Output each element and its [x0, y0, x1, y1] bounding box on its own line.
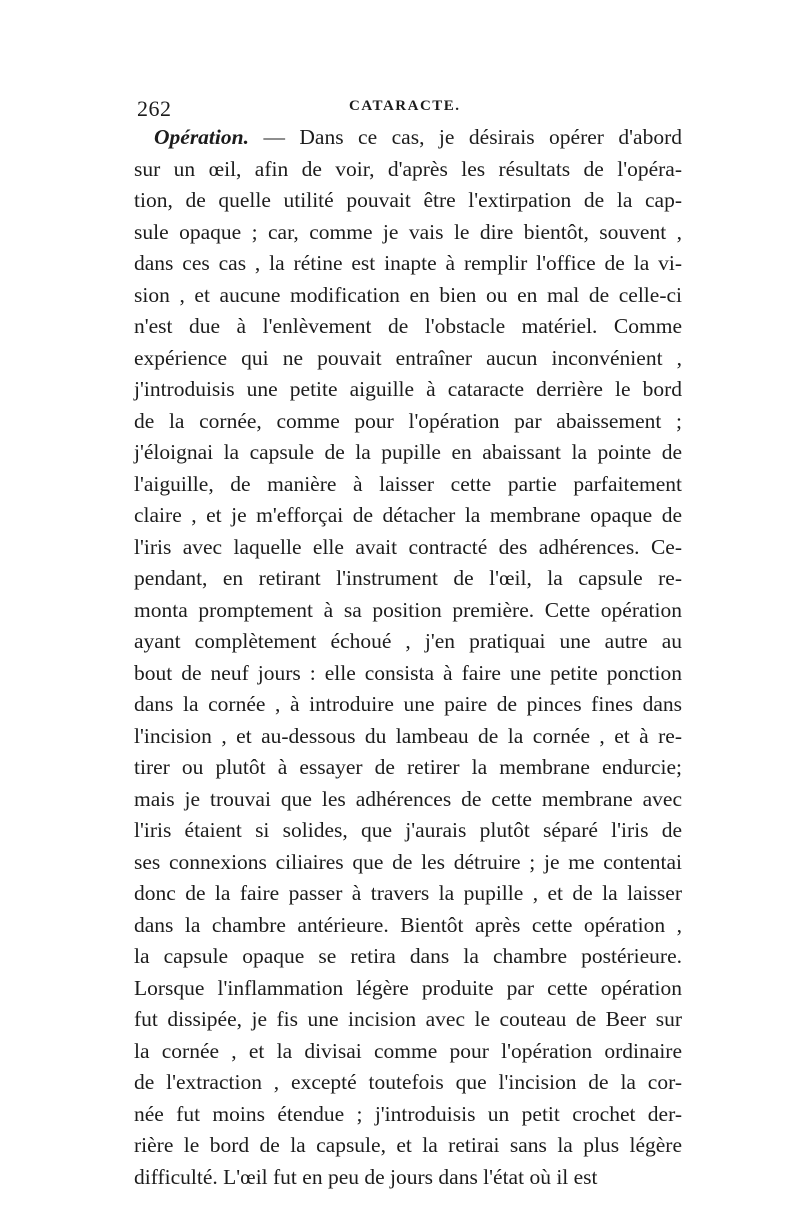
text-line: sion , et aucune modification en bien ou en mal de celle-ci: [134, 282, 682, 307]
text-line: l'iris avec laquelle elle avait contracté des adhérences. Ce-: [134, 534, 682, 559]
text-line: sule opaque ; car, comme je vais le dire bientôt, souvent ,: [134, 219, 682, 244]
text-line: Lorsque l'inflammation légère produite par cette opération: [134, 975, 682, 1000]
text-line-rest: — Dans ce cas, je désirais opérer d'abord: [263, 125, 682, 149]
text-line: j'éloignai la capsule de la pupille en abaissant la pointe de: [134, 440, 682, 464]
text-line: monta promptement à sa position première. Cette opération: [134, 597, 682, 622]
text-line: ayant complètement échoué , j'en pratiquai une autre au: [134, 629, 682, 653]
text-line: n'est due à l'enlèvement de l'obstacle matériel. Comme: [134, 314, 682, 338]
text-line: de la cornée, comme pour l'opération par abaissement ;: [134, 408, 682, 433]
text-line: l'iris étaient si solides, que j'aurais plutôt séparé l'iris de: [134, 818, 682, 842]
text-line: dans ces cas , la rétine est inapte à remplir l'office de la vi-: [134, 251, 682, 275]
text-line: pendant, en retirant l'instrument de l'œil, la capsule re-: [134, 566, 682, 590]
text-line: fut dissipée, je fis une incision avec le couteau de Beer sur: [134, 1007, 682, 1031]
text-line: [134, 122, 682, 154]
text-line: mais je trouvai que les adhérences de cette membrane avec: [134, 786, 682, 811]
text-line: j'introduisis une petite aiguille à cataracte derrière le bord: [134, 377, 682, 401]
text-line: l'incision , et au-dessous du lambeau de la cornée , et à re-: [134, 723, 682, 748]
text-line: tion, de quelle utilité pouvait être l'extirpation de la cap-: [134, 188, 682, 212]
text-line: née fut moins étendue ; j'introduisis un petit crochet der-: [134, 1101, 682, 1126]
text-line: dans la chambre antérieure. Bientôt après cette opération ,: [134, 912, 682, 937]
text-line: rière le bord de la capsule, et la retirai sans la plus légère: [134, 1133, 682, 1157]
text-line: ses connexions ciliaires que de les détruire ; je me contentai: [134, 849, 682, 874]
text-line: dans la cornée , à introduire une paire de pinces fines dans: [134, 692, 682, 716]
text-line: bout de neuf jours : elle consista à faire une petite ponction: [134, 660, 682, 685]
text-line: expérience qui ne pouvait entraîner aucun inconvénient ,: [134, 345, 682, 370]
text-line: la cornée , et la divisai comme pour l'opération ordinaire: [134, 1038, 682, 1063]
text-line: de l'extraction , excepté toutefois que l'incision de la cor-: [134, 1070, 682, 1094]
text-line: sur un œil, afin de voir, d'après les résultats de l'opéra-: [134, 156, 682, 181]
body-paragraph: [134, 122, 682, 1193]
text-line: claire , et je m'efforçai de détacher la membrane opaque de: [134, 503, 682, 527]
text-line: donc de la faire passer à travers la pupille , et de la laisser: [134, 881, 682, 905]
running-title: CATARACTE.: [349, 98, 461, 114]
page-number: 262: [137, 96, 172, 121]
text-line: l'aiguille, de manière à laisser cette partie parfaitement: [134, 471, 682, 496]
text-line: difficulté. L'œil fut en peu de jours dans l'état où il est: [134, 1164, 598, 1189]
section-lead: Opération.: [154, 125, 249, 149]
text-line: la capsule opaque se retira dans la chambre postérieure.: [134, 944, 682, 968]
text-line: tirer ou plutôt à essayer de retirer la membrane endurcie;: [134, 755, 682, 779]
